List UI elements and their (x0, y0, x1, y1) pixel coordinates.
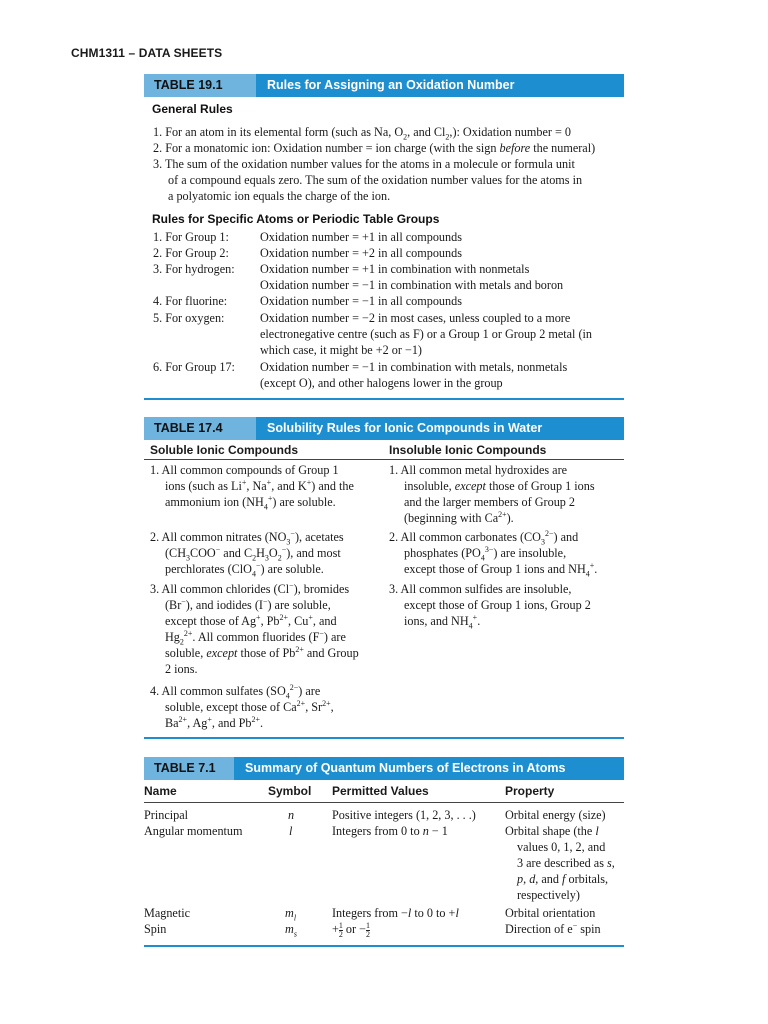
section-heading: Rules for Specific Atoms or Periodic Table Groups (152, 212, 440, 226)
table-solubility-rules (144, 417, 624, 730)
column-header-insoluble: Insoluble Ionic Compounds (389, 443, 547, 457)
table-oxidation-rules (144, 74, 624, 390)
qn-name: Magnetic (144, 906, 191, 920)
soluble-rule-4-cont: $Ba^{2+}$, Ag+, and $Pb^{2+}$. (165, 714, 264, 730)
qn-property: Direction of e− spin (505, 920, 601, 936)
rule-text: Oxidation number = −2 in most cases, unless coupled to a more (260, 311, 571, 325)
qn-property: Orbital energy (size) (505, 808, 606, 822)
rule-text: Oxidation number = −1 in combination with metals and boron (260, 278, 564, 292)
soluble-rule-3: 3. All common chlorides (Cl−), bromides (150, 580, 350, 596)
rule-label: 5. For oxygen: (153, 311, 225, 325)
qn-symbol: l (289, 824, 293, 838)
column-header-values: Permitted Values (332, 784, 429, 798)
fraction-half: $\frac{1}{2}$ (338, 920, 343, 939)
qn-property-cont: values 0, 1, 2, and (517, 840, 606, 854)
insoluble-rule-1: 1. All common metal hydroxides are (389, 463, 568, 477)
rule-text: Oxidation number = +1 in combination with nonmetals (260, 262, 530, 276)
rule-text: Oxidation number = +2 in all compounds (260, 246, 462, 260)
soluble-rule-1-cont: ammonium ion $(NH_4^+)$ are soluble. (165, 493, 336, 512)
header-divider (144, 802, 624, 803)
soluble-rule-2-cont: ($CH_3COO^-$ and $C_2H_3O_2^-$), and most (165, 544, 341, 563)
soluble-rule-1: 1. All common compounds of Group 1 (150, 463, 339, 477)
column-header-soluble: Soluble Ionic Compounds (150, 443, 298, 457)
qn-symbol: $m_l$ (285, 906, 297, 923)
insoluble-rule-1-cont: and the larger members of Group 2 (404, 495, 576, 509)
insoluble-rule-3: 3. All common sulfides are insoluble, (389, 582, 572, 596)
column-header-name: Name (144, 784, 177, 798)
column-header-property: Property (505, 784, 555, 798)
qn-values: + $\frac{1}{2}$ or − $\frac{1}{2}$ (332, 920, 370, 939)
insoluble-rule-2-cont: except those of Group 1 ions and $NH_4^+$. (404, 560, 598, 579)
soluble-rule-3-cont: (Br−), and iodides (I−) are soluble, (165, 596, 331, 612)
rule-text: (except O), and other halogens lower in the group (260, 376, 503, 390)
table-header (144, 757, 624, 780)
qn-symbol: n (288, 808, 295, 822)
soluble-rule-2-cont: perchlorates (ClO$_4$−) are soluble. (165, 560, 324, 579)
insoluble-rule-1-cont: (beginning with $Ca^{2+}$). (404, 509, 514, 525)
table-header (144, 417, 624, 440)
qn-property-cont: 3 are described as s, (517, 856, 615, 870)
table-title: Summary of Quantum Numbers of Electrons in Atoms (234, 757, 624, 780)
table-bottom-rule (144, 737, 624, 739)
rule-label: 2. For Group 2: (153, 246, 229, 260)
soluble-rule-3-cont: except those of Ag+, $Pb^{2+}$, Cu+, and (165, 612, 337, 628)
qn-name: Angular momentum (144, 824, 243, 838)
rule-text: Oxidation number = −1 in all compounds (260, 294, 462, 308)
sheet-title: CHM1311 – DATA SHEETS (71, 46, 223, 60)
insoluble-rule-2-cont: phosphates $(PO_4^{3-})$ are insoluble, (404, 544, 567, 563)
general-rule-3: 3. The sum of the oxidation number values for the atoms in a molecule or formula unit (153, 157, 575, 171)
table-title: Rules for Assigning an Oxidation Number (256, 74, 624, 97)
soluble-rule-3-cont: $Hg_2^{2+}$. All common fluorides (F−) are (165, 628, 346, 647)
rule-text: Oxidation number = +1 in all compounds (260, 230, 462, 244)
section-heading: General Rules (152, 102, 233, 116)
table-number: TABLE 19.1 (144, 74, 256, 97)
insoluble-rule-3-cont: ions, and $NH_4^+$. (404, 612, 481, 631)
qn-name: Principal (144, 808, 189, 822)
qn-values: Positive integers (1, 2, 3, . . .) (332, 808, 476, 822)
fraction-half: $\frac{1}{2}$ (366, 920, 370, 939)
general-rule-3-cont: a polyatomic ion equals the charge of the ion. (168, 189, 391, 203)
soluble-rule-4-cont: soluble, except those of $Ca^{2+}$, $Sr^{2+}$, (165, 698, 334, 714)
qn-property-cont: respectively) (517, 888, 580, 902)
table-title: Solubility Rules for Ionic Compounds in Water (256, 417, 624, 440)
general-rule-1: 1. For an atom in its elemental form (such as Na, $O_2$, and $Cl_2$,): Oxidation number = 0 (153, 125, 572, 142)
qn-values: Integers from 0 to n − 1 (332, 824, 448, 838)
rule-label: 4. For fluorine: (153, 294, 228, 308)
general-rule-2: 2. For a monatomic ion: Oxidation number = ion charge (with the sign before the numeral) (153, 141, 596, 155)
table-number: TABLE 17.4 (144, 417, 256, 440)
insoluble-rule-2: 2. All common carbonates $(CO_3^{2-})$ and (389, 528, 579, 547)
column-header-symbol: Symbol (268, 784, 312, 798)
rule-label: 3. For hydrogen: (153, 262, 235, 276)
soluble-rule-3-cont: 2 ions. (165, 662, 198, 676)
insoluble-rule-1-cont: insoluble, except those of Group 1 ions (404, 479, 595, 493)
soluble-rule-3-cont: soluble, except those of $Pb^{2+}$ and Group (165, 644, 359, 660)
general-rule-3-cont: of a compound equals zero. The sum of the oxidation number values for the atoms in (168, 173, 583, 187)
rule-text: Oxidation number = −1 in combination with metals, nonmetals (260, 360, 568, 374)
rule-label: 1. For Group 1: (153, 230, 229, 244)
header-divider (144, 459, 624, 460)
qn-property: Orbital orientation (505, 906, 596, 920)
qn-property-cont: p, d, and f orbitals, (517, 872, 609, 886)
soluble-rule-1-cont: ions (such as Li+, Na+, and K+) and the (165, 477, 354, 493)
table-bottom-rule (144, 398, 624, 400)
rule-text: which case, it might be +2 or −1) (260, 343, 422, 357)
table-header (144, 74, 624, 97)
table-bottom-rule (144, 945, 624, 947)
rule-text: electronegative centre (such as F) or a Group 1 or Group 2 metal (in (260, 327, 592, 341)
qn-values: Integers from −l to 0 to +l (332, 906, 459, 920)
soluble-rule-2: 2. All common nitrates $(NO_3^-)$, acetates (150, 528, 344, 547)
table-quantum-numbers (144, 757, 624, 939)
qn-property: Orbital shape (the l (505, 824, 599, 838)
table-number: TABLE 7.1 (144, 757, 234, 780)
qn-name: Spin (144, 922, 167, 936)
insoluble-rule-3-cont: except those of Group 1 ions, Group 2 (404, 598, 591, 612)
qn-symbol: $m_s$ (285, 922, 297, 939)
soluble-rule-4: 4. All common sulfates $(SO_4^{2-})$ are (150, 682, 321, 701)
rule-label: 6. For Group 17: (153, 360, 235, 374)
